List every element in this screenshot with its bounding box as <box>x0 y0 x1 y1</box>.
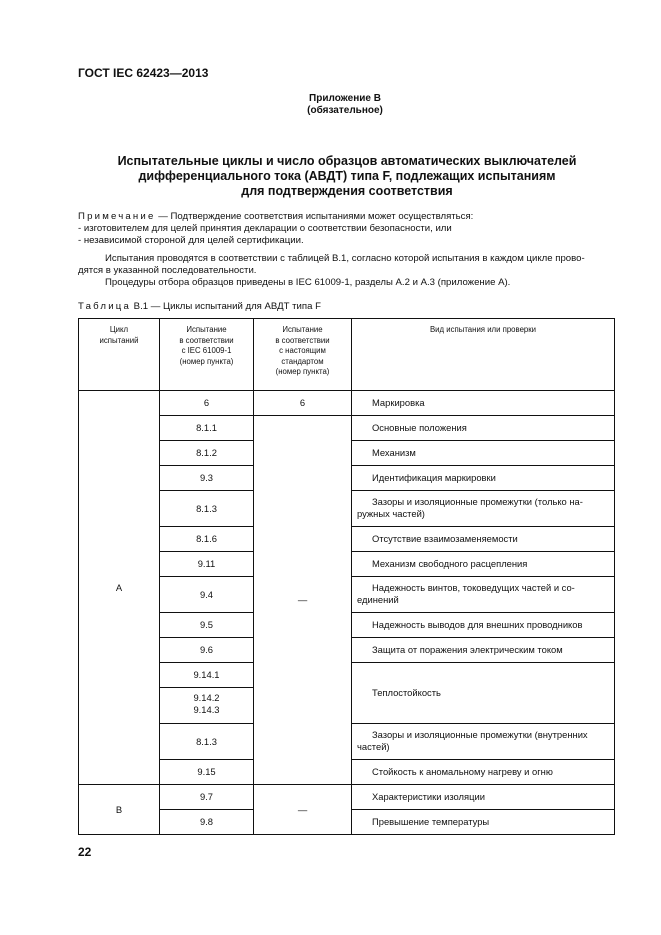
header-text: стандартом <box>281 356 324 366</box>
iec-clause-cell: 8.1.6 <box>196 533 217 545</box>
standard-clause-cell: 6 <box>299 397 306 409</box>
test-type-line: Надежность винтов, токоведущих частей и со- <box>372 582 575 593</box>
test-type-line: ружных частей) <box>357 508 425 519</box>
iec-clause-line: 9.14.2 <box>193 692 220 703</box>
iec-clause-cell: 8.1.2 <box>196 447 217 459</box>
test-type-cell: Механизм <box>372 447 416 459</box>
iec-clause-cell: 9.8 <box>199 816 214 828</box>
appendix-heading <box>0 93 661 117</box>
paragraph-2: Процедуры отбора образцов приведены в IEC 61009-1, разделы А.2 и А.3 (приложение А). <box>105 277 511 288</box>
note-text: — Подтверждение соответствия испытаниями может осуществляться: <box>155 211 474 222</box>
header-text: Вид испытания или проверки <box>429 325 537 334</box>
title-line-1: Испытательные циклы и число образцов автоматических выключателей <box>117 154 577 168</box>
test-type-cell: Отсутствие взаимозаменяемости <box>372 533 518 545</box>
iec-clause-cell: 9.4 <box>199 588 214 600</box>
iec-clause-cell: 9.5 <box>199 619 214 631</box>
table-caption <box>78 301 321 312</box>
test-type-line: Зазоры и изоляционные промежутки (внутренних <box>372 729 588 740</box>
test-type-cell: Теплостойкость <box>372 687 441 699</box>
appendix-title: Приложение В <box>309 93 381 104</box>
iec-clause-cell: 9.7 <box>199 791 214 803</box>
header-iec-clause <box>160 325 253 367</box>
iec-clause-cell: 9.6 <box>199 644 214 656</box>
header-text: с IEC 61009-1 <box>181 346 232 355</box>
row-separator <box>159 687 254 688</box>
cycle-label: А <box>115 581 123 593</box>
iec-clause-cell: 9.14.1 <box>193 669 220 681</box>
test-type-cell: Защита от поражения электрическим током <box>372 644 563 656</box>
paragraph-1-line-2: дятся в указанной последовательности. <box>78 265 257 276</box>
iec-clause-cell: 8.1.3 <box>196 735 217 747</box>
table-caption-label: Таблица <box>78 301 132 312</box>
page-number: 22 <box>78 845 92 859</box>
header-cycle <box>79 325 159 346</box>
note-block <box>78 211 473 247</box>
test-type-cell: Маркировка <box>372 397 425 409</box>
test-type-cell: Механизм свободного расцепления <box>372 558 528 570</box>
table-caption-text: В.1 — Циклы испытаний для АВДТ типа F <box>131 301 321 312</box>
test-type-cell <box>357 582 609 606</box>
iec-clause-cell: 9.11 <box>197 558 216 570</box>
test-type-line: частей) <box>357 741 390 752</box>
paragraph-1-line-1: Испытания проводятся в соответствии с таблицей В.1, согласно которой испытания в каждом цикле прово- <box>105 253 585 264</box>
body-text <box>78 253 615 289</box>
test-type-line: единений <box>357 594 399 605</box>
table-border-top <box>78 318 615 319</box>
document-title <box>78 154 616 199</box>
test-type-cell: Основные положения <box>372 422 467 434</box>
test-type-cell: Характеристики изоляции <box>372 791 485 803</box>
row-separator <box>351 576 615 577</box>
iec-clause-cell: 8.1.3 <box>196 502 217 514</box>
iec-clause-cell: 6 <box>203 397 210 409</box>
test-type-cell <box>357 496 609 520</box>
test-type-line: Зазоры и изоляционные промежутки (только на- <box>372 496 583 507</box>
test-type-cell: Идентификация маркировки <box>372 472 496 484</box>
iec-clause-cell: 9.15 <box>197 766 216 778</box>
header-text: с настоящим <box>279 346 326 355</box>
iec-clause-line: 9.14.3 <box>193 704 220 715</box>
note-item: - изготовителем для целей принятия декларации о соответствии безопасности, или <box>78 223 452 234</box>
header-text: Испытание <box>282 325 323 334</box>
note-label: Примечание <box>78 211 156 222</box>
title-line-3: для подтверждения соответствия <box>241 184 453 198</box>
standard-header: ГОСТ IEC 62423—2013 <box>78 66 209 80</box>
note-item: - независимой стороной для целей сертификации. <box>78 235 304 246</box>
appendix-status: (обязательное) <box>307 105 383 116</box>
cycle-label: В <box>115 803 123 815</box>
header-test-type <box>352 325 614 336</box>
header-text: испытаний <box>99 335 139 345</box>
row-separator <box>351 490 615 491</box>
title-line-2: дифференциального тока (АВДТ) типа F, подлежащих испытаниям <box>138 169 556 183</box>
dash-cell: — <box>297 594 308 606</box>
test-type-cell: Стойкость к аномальному нагреву и огню <box>372 766 553 778</box>
iec-clause-cell: 8.1.1 <box>196 422 217 434</box>
test-type-cell: Надежность выводов для внешних проводников <box>372 619 583 631</box>
header-text: (номер пункта) <box>275 367 330 376</box>
header-text: Испытание <box>186 325 227 334</box>
iec-clause-cell <box>160 692 253 716</box>
header-text: Цикл <box>109 325 129 334</box>
header-text: в соответствии <box>275 335 330 345</box>
test-type-cell <box>357 729 609 753</box>
header-text: в соответствии <box>179 335 234 345</box>
iec-clause-cell: 9.3 <box>199 472 214 484</box>
header-text: (номер пункта) <box>179 356 234 366</box>
test-type-cell: Превышение температуры <box>372 816 490 828</box>
header-standard-clause <box>254 325 351 378</box>
row-separator <box>351 723 615 724</box>
dash-cell: — <box>297 803 308 815</box>
table-border-bottom <box>78 834 615 835</box>
